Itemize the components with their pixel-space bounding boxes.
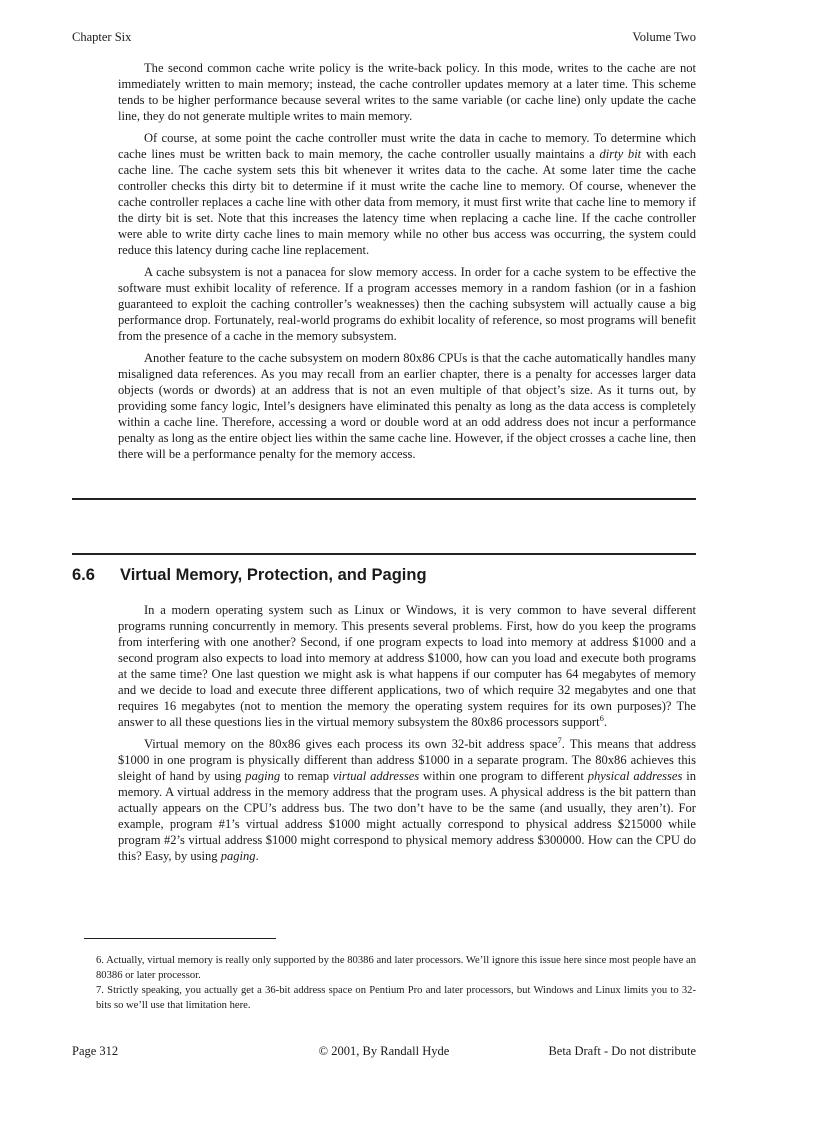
section-divider xyxy=(72,553,696,555)
paragraph: In a modern operating system such as Linux or Windows, it is very common to have several different programs running concurrently in memory. This presents several problems. First, how do you keep the programs from interfering with one another? Second, if one program expects to load into memory at address $1000 and a second program also expects to load into memory at address $1000, how can you load and execute both programs at the same time? One last question we might ask is what happens if our computer has 64 megabytes of memory and we decide to load and execute three different applications, two of which require 32 megabytes and one that requires 16 megabytes (not to mention the memory the operating system requires for its own purposes)? The answer to all these questions lies in the virtual memory subsystem the 80x86 processors support$^6$. xyxy=(118,603,696,729)
footer-copyright: © 2001, By Randall Hyde xyxy=(318,1044,450,1058)
footnote: 7. Strictly speaking, you actually get a 36-bit address space on Pentium Pro and later processors, but Windows and Linux limits you to 32-bits so we’ll use that limitation here. xyxy=(96,985,696,1011)
footnote-divider xyxy=(84,938,276,939)
section-heading xyxy=(72,566,696,588)
footnote: 6. Actually, virtual memory is really only supported by the 80386 and later processors. We’ll ignore this issue here since most people have an 80386 or later processor. xyxy=(96,955,696,981)
emphasis: dirty bit xyxy=(599,147,642,161)
cache-policy-text xyxy=(118,60,696,468)
paragraph: The second common cache write policy is the write-back policy. In this mode, writes to the cache are not immediately written to main memory; instead, the cache controller updates memory at a later time. This scheme tends to be higher performance because several writes to the same variable (or cache line) only update the cache line, they do not generate multiple writes to main memory. xyxy=(118,61,696,123)
header-volume: Volume Two xyxy=(632,30,696,44)
virtual-memory-text xyxy=(118,602,696,870)
section-title: Virtual Memory, Protection, and Paging xyxy=(120,566,427,584)
running-footer xyxy=(72,1044,696,1060)
paragraph: Another feature to the cache subsystem on modern 80x86 CPUs is that the cache automatically handles many misaligned data references. As you may recall from an earlier chapter, there is a penalty for accesses larger data objects (words or dwords) at an address that is not an even multiple of that object’s size. As it turns out, by providing some fancy logic, Intel’s designers have eliminated this penalty as long as the data access is completely within a cache line. Therefore, accessing a word or double word at an odd address does not incur a performance penalty as long as the entire object lies within the same cache line. However, if the object crosses a cache line, then there will be a performance penalty for the memory access. xyxy=(118,351,696,461)
footer-page-number: Page 312 xyxy=(72,1044,119,1058)
emphasis: paging xyxy=(245,769,281,783)
footnotes xyxy=(96,954,696,1014)
section-number: 6.6 xyxy=(72,566,95,584)
footer-notice: Beta Draft - Do not distribute xyxy=(548,1044,696,1058)
emphasis: paging xyxy=(220,849,256,863)
section-divider xyxy=(72,498,696,500)
footnote-ref[interactable]: 6 xyxy=(599,713,604,723)
emphasis: physical addresses xyxy=(587,769,683,783)
footnote-ref[interactable]: 7 xyxy=(557,735,562,745)
emphasis: virtual addresses xyxy=(332,769,420,783)
paragraph: Virtual memory on the 80x86 gives each process its own 32-bit address space$^7$. This means that address $1000 in one program is physically different than address $1000 in a separate program. The 80x86 achieves this sleight of hand by using paging to remap virtual addresses within one program to different physical addresses in memory. A virtual address in the memory address that the program uses. A physical address is the bit pattern than actually appears on the CPU’s address bus. The two don’t have to be the same (and usually, they aren’t). For example, program #1’s virtual address $1000 might actually correspond to physical address $215000 while program #2’s virtual address $1000 might correspond to physical memory address $300000. How can the CPU do this? Easy, by using paging. xyxy=(118,735,697,863)
paragraph: Of course, at some point the cache controller must write the data in cache to memory. To determine which cache lines must be written back to main memory, the cache controller usually maintains a dirty bit with each cache line. The cache system sets this bit whenever it writes data to the cache. At some later time the cache controller checks this dirty bit to determine if it must write the cache line to memory. Of course, whenever the cache controller replaces a cache line with other data from memory, it must first write that cache line to memory if the dirty bit is set. Note that this increases the latency time when replacing a cache line. If the cache controller were able to write dirty cache lines to main memory while no other bus access was occurring, the system could reduce this latency during cache line replacement. xyxy=(118,131,696,257)
header-chapter: Chapter Six xyxy=(72,30,132,44)
paragraph: A cache subsystem is not a panacea for slow memory access. In order for a cache system to be effective the software must exhibit locality of reference. If a program accesses memory in a random fashion (or in a fashion guaranteed to exploit the caching controller’s weaknesses) then the caching subsystem will actually cause a big performance drop. Fortunately, real-world programs do exhibit locality of reference, so most programs will benefit from the presence of a cache in the memory subsystem. xyxy=(118,265,696,343)
running-header xyxy=(72,30,696,46)
